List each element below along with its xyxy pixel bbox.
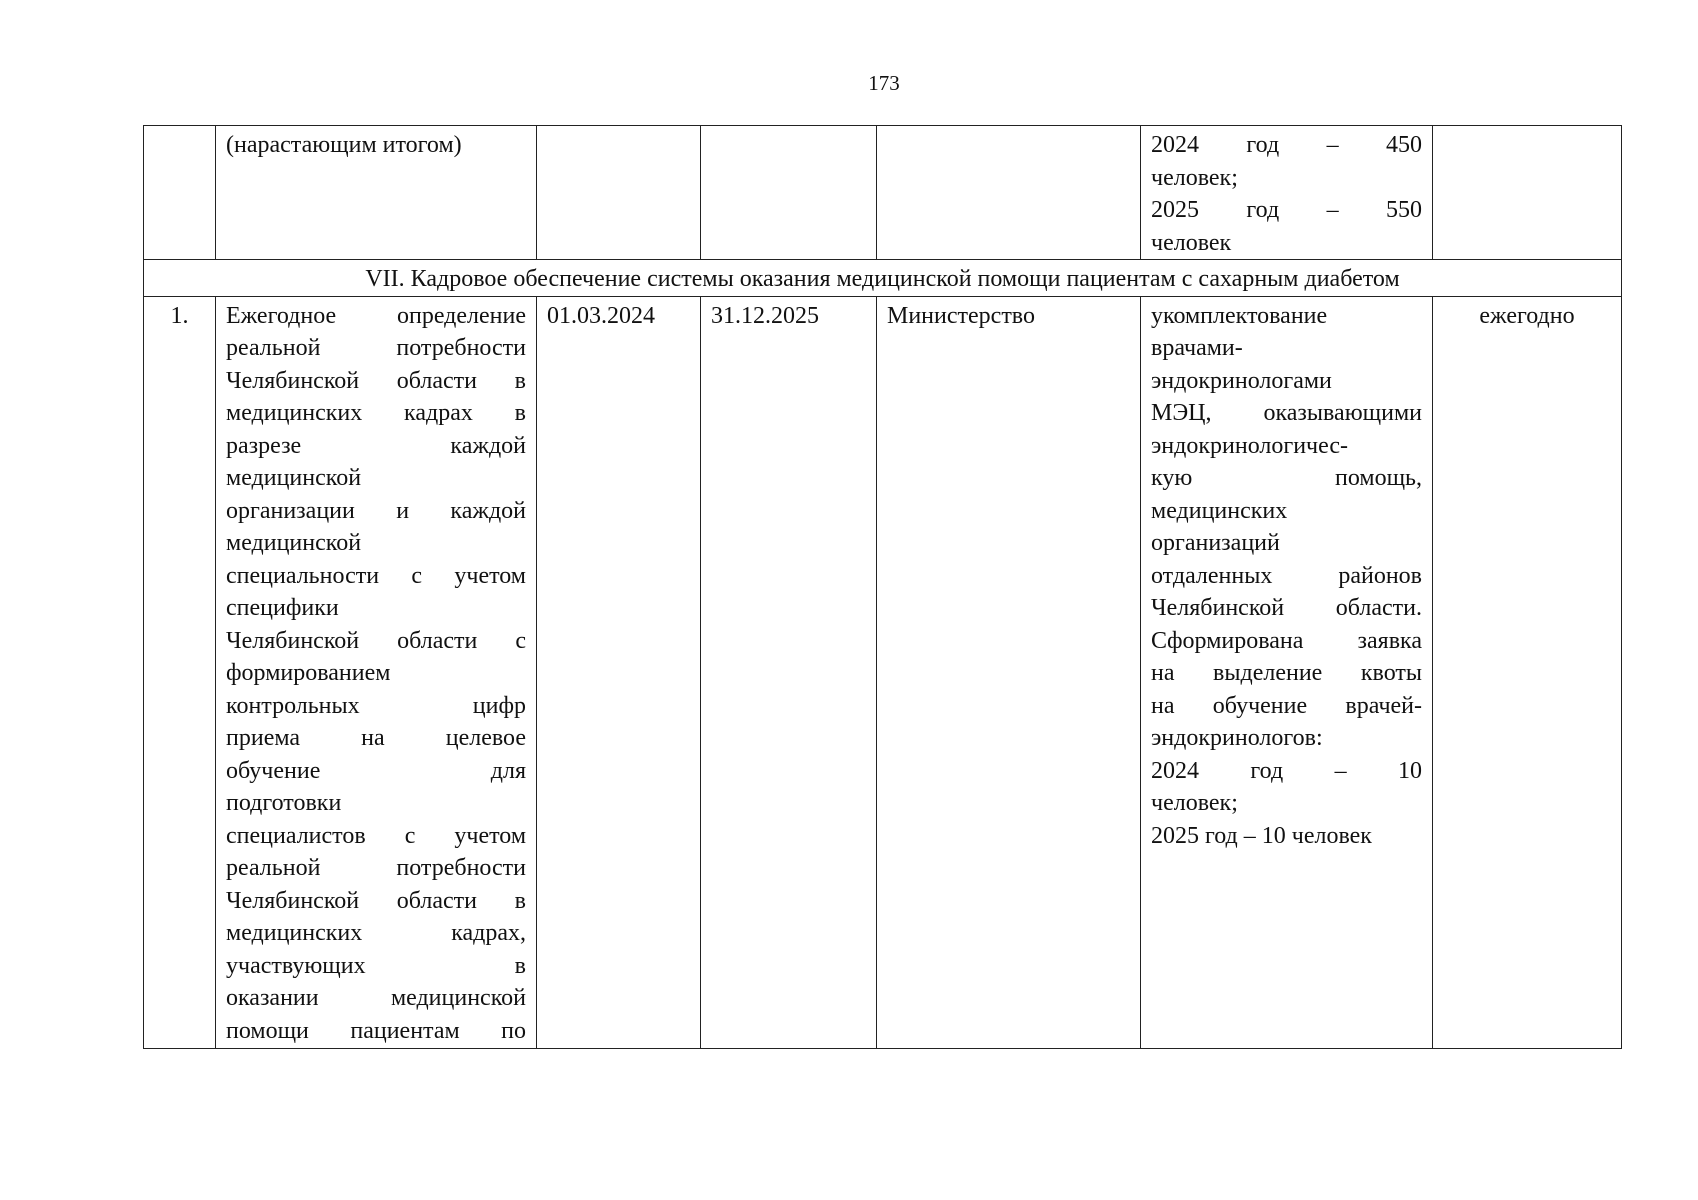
section-title: VII. Кадровое обеспечение системы оказания медицинской помощи пациентам с сахарным диабетом xyxy=(144,260,1622,297)
result-line: 2025 год – 550 xyxy=(1151,197,1422,223)
row-number-cell xyxy=(144,126,216,260)
name-line: медицинской xyxy=(226,530,362,556)
name-line: медицинской xyxy=(226,465,362,491)
name-line: приема на целевое xyxy=(226,725,526,751)
result-line: отдаленных районов xyxy=(1151,562,1422,589)
result-line: организаций xyxy=(1151,530,1280,556)
row-number-cell: 1. xyxy=(144,296,216,1048)
result-line: укомплектование xyxy=(1151,302,1328,329)
result-line: эндокринологов: xyxy=(1151,725,1323,751)
activity-name-cell: (нарастающим итогом) xyxy=(216,126,537,260)
responsible-cell xyxy=(877,126,1141,260)
start-date-cell: 01.03.2024 xyxy=(537,296,701,1048)
name-line: специалистов с учетом xyxy=(226,822,526,849)
result-line: человек xyxy=(1151,229,1232,256)
result-line: на выделение квоты xyxy=(1151,660,1422,686)
name-line: реальной потребности xyxy=(226,855,526,881)
name-line: контрольных цифр xyxy=(226,692,526,719)
result-line: МЭЦ, оказывающими xyxy=(1151,400,1422,426)
name-line: организации и каждой xyxy=(226,497,526,524)
name-line: Челябинской области в xyxy=(226,367,526,394)
result-line: медицинских xyxy=(1151,497,1288,524)
name-line: подготовки xyxy=(226,790,342,816)
responsible-cell: Министерство xyxy=(877,296,1141,1048)
result-line: на обучение врачей- xyxy=(1151,692,1422,719)
end-date-cell xyxy=(701,126,877,260)
name-line: разрезе каждой xyxy=(226,432,526,459)
result-line: кую помощь, xyxy=(1151,465,1422,491)
result-line: 2025 год – 10 человек xyxy=(1151,822,1372,849)
result-line: человек; xyxy=(1151,790,1238,816)
result-line: Сформирована заявка xyxy=(1151,627,1422,654)
name-line: специальности с учетом xyxy=(226,562,526,589)
table-row xyxy=(144,296,1622,1048)
name-line: Челябинской области с xyxy=(226,627,526,654)
end-date-cell: 31.12.2025 xyxy=(701,296,877,1048)
section-header-row xyxy=(144,260,1622,297)
name-line: Челябинской области в xyxy=(226,887,526,914)
start-date-cell xyxy=(537,126,701,260)
periodicity-cell xyxy=(1433,126,1622,260)
expected-result-cell xyxy=(1141,126,1433,260)
name-line: медицинских кадрах, xyxy=(226,920,526,946)
result-line: эндокринологами xyxy=(1151,367,1332,394)
name-line: обучение для xyxy=(226,757,526,784)
page-number: 173 xyxy=(868,71,900,95)
activity-plan-table xyxy=(143,125,1622,1049)
name-line: специфики xyxy=(226,595,339,621)
name-line: Ежегодное определение xyxy=(226,302,526,329)
result-line: Челябинской области. xyxy=(1151,595,1422,621)
name-line: помощи пациентам по xyxy=(226,1017,526,1044)
activity-name-cell xyxy=(216,296,537,1048)
expected-result-cell xyxy=(1141,296,1433,1048)
result-line: эндокринологичес- xyxy=(1151,432,1349,459)
result-line: врачами- xyxy=(1151,335,1243,361)
result-line: 2024 год – 10 xyxy=(1151,757,1422,784)
name-line: участвующих в xyxy=(226,952,526,979)
result-line: человек; xyxy=(1151,164,1238,191)
result-line: 2024 год – 450 xyxy=(1151,132,1422,158)
periodicity-cell: ежегодно xyxy=(1433,296,1622,1048)
continued-table-row xyxy=(144,126,1622,260)
name-line: формированием xyxy=(226,660,391,686)
name-line: оказании медицинской xyxy=(226,985,526,1011)
name-line: реальной потребности xyxy=(226,335,526,361)
name-line: медицинских кадрах в xyxy=(226,400,526,426)
